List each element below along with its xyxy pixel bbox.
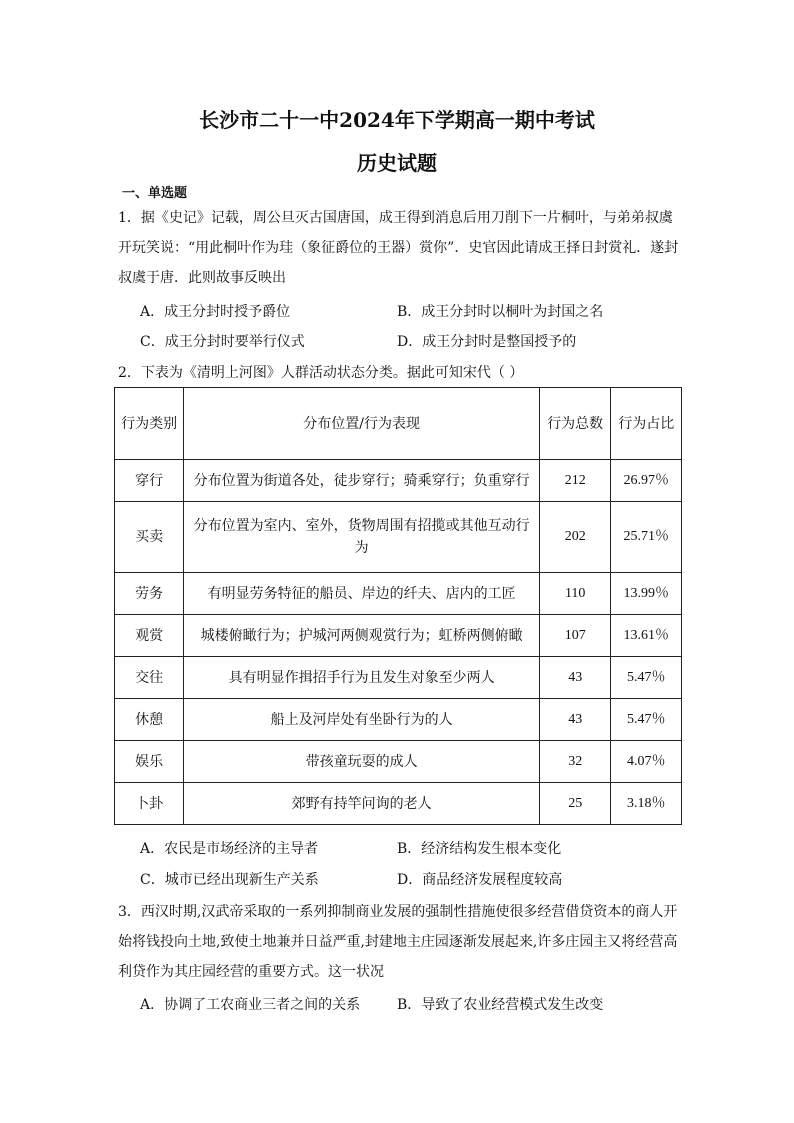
- section-heading: 一、单选题: [122, 186, 188, 201]
- question-2-option-c[interactable]: C．城市已经出现新生产关系: [140, 872, 319, 888]
- cell-ratio: 13.61％: [611, 615, 682, 657]
- cell-description: 城楼俯瞰行为；护城河两侧观赏行为；虹桥两侧俯瞰: [184, 615, 540, 657]
- question-3-option-a[interactable]: A．协调了工农商业三者之间的关系: [140, 997, 361, 1013]
- question-1-option-c[interactable]: C．成王分封时要举行仪式: [140, 334, 305, 350]
- cell-ratio: 13.99％: [611, 573, 682, 615]
- cell-category: 观赏: [115, 615, 184, 657]
- question-2-option-b[interactable]: B．经济结构发生根本变化: [397, 841, 562, 857]
- cell-count: 212: [539, 460, 611, 502]
- header-ratio: 行为占比: [611, 388, 682, 460]
- exam-subject: 历史试题: [357, 151, 437, 175]
- cell-description: 带孩童玩耍的成人: [184, 741, 540, 783]
- cell-description: 分布位置为街道各处，徒步穿行；骑乘穿行；负重穿行: [184, 460, 540, 502]
- cell-ratio: 5.47％: [611, 657, 682, 699]
- cell-description: 郊野有持竿问询的老人: [184, 783, 540, 825]
- question-2-option-d[interactable]: D．商品经济发展程度较高: [397, 872, 563, 888]
- cell-category: 卜卦: [115, 783, 184, 825]
- cell-description: 具有明显作揖招手行为且发生对象至少两人: [184, 657, 540, 699]
- cell-ratio: 25.71％: [611, 502, 682, 573]
- cell-ratio: 26.97％: [611, 460, 682, 502]
- question-1-option-b[interactable]: B．成王分封时以桐叶为封国之名: [397, 304, 604, 320]
- table-row: [115, 783, 682, 825]
- cell-category: 买卖: [115, 502, 184, 573]
- header-count: 行为总数: [539, 388, 611, 460]
- activity-table: [114, 387, 682, 825]
- table-row: [115, 615, 682, 657]
- question-1-option-d[interactable]: D．成王分封时是整国授予的: [397, 334, 577, 350]
- exam-title: 长沙市二十一中2024年下学期高一期中考试: [199, 108, 595, 132]
- table-row: [115, 741, 682, 783]
- question-1-stem: 1．据《史记》记载，周公旦灭古国唐国，成王得到消息后用刀削下一片桐叶，与弟弟叔虞开玩笑说：“用此桐叶作为珪（象征爵位的王器）赏你”．史官因此请成王择日封赏礼．遂封叔虞于唐．此则故事反映出: [118, 210, 679, 286]
- cell-count: 107: [539, 615, 611, 657]
- table-row: [115, 657, 682, 699]
- question-2-stem: 2．下表为《清明上河图》人群活动状态分类。据此可知宋代（ ）: [118, 365, 524, 381]
- cell-ratio: 5.47％: [611, 699, 682, 741]
- question-1-option-a[interactable]: A．成王分封时授予爵位: [140, 304, 291, 320]
- cell-category: 娱乐: [115, 741, 184, 783]
- table-header-row: [115, 388, 682, 460]
- cell-description: 船上及河岸处有坐卧行为的人: [184, 699, 540, 741]
- cell-ratio: 3.18％: [611, 783, 682, 825]
- cell-count: 25: [539, 783, 611, 825]
- table-row: [115, 460, 682, 502]
- table-row: [115, 699, 682, 741]
- cell-category: 休憩: [115, 699, 184, 741]
- cell-description: 分布位置为室内、室外，货物周围有招揽或其他互动行为: [184, 502, 540, 573]
- cell-count: 110: [539, 573, 611, 615]
- cell-category: 劳务: [115, 573, 184, 615]
- table-row: [115, 573, 682, 615]
- cell-category: 交往: [115, 657, 184, 699]
- cell-ratio: 4.07％: [611, 741, 682, 783]
- cell-category: 穿行: [115, 460, 184, 502]
- question-3-option-b[interactable]: B．导致了农业经营模式发生改变: [397, 997, 604, 1013]
- cell-count: 32: [539, 741, 611, 783]
- table-row: [115, 502, 682, 573]
- question-3-stem: 3．西汉时期,汉武帝采取的一系列抑制商业发展的强制性措施使很多经营借贷资本的商人开始将钱投向土地,致使土地兼并日益严重,封建地主庄园逐渐发展起来,许多庄园主又将经营高利贷作为其庄园经营的重要方式。这一状况: [118, 904, 678, 980]
- header-description: 分布位置/行为表现: [184, 388, 540, 460]
- header-category: 行为类别: [115, 388, 184, 460]
- cell-count: 43: [539, 699, 611, 741]
- cell-description: 有明显劳务特征的船员、岸边的纤夫、店内的工匠: [184, 573, 540, 615]
- cell-count: 202: [539, 502, 611, 573]
- question-2-option-a[interactable]: A．农民是市场经济的主导者: [140, 841, 319, 857]
- cell-count: 43: [539, 657, 611, 699]
